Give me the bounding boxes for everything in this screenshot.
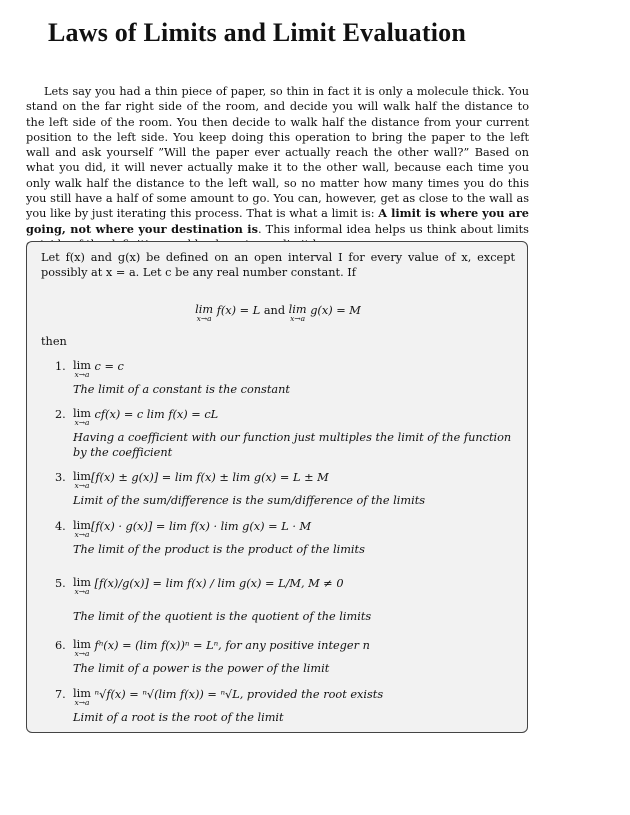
law-description: The limit of the quotient is the quotient of the limits xyxy=(73,610,372,623)
law-number: 3. xyxy=(55,471,66,484)
law-description: Limit of the sum/difference is the sum/difference of the limits xyxy=(73,494,426,507)
intro-text-after: . This informal idea helps us think about limits xyxy=(257,222,529,236)
law-description: The limit of the product is the product of the limits xyxy=(73,543,365,556)
law-formula: lim x→a ⁿ√f(x) = ⁿ√(lim f(x)) = ⁿ√L, provided the root exists xyxy=(73,687,384,707)
law-description: The limit of a constant is the constant xyxy=(73,383,290,396)
law-description: Limit of a root is the root of the limit xyxy=(73,711,284,724)
intro-bold-definition: A limit is where you are going, not where your destination is xyxy=(26,206,529,236)
lim-operator: lim x→a xyxy=(195,303,214,323)
intro-paragraph xyxy=(26,84,529,252)
intro-text-before: Lets say you had a thin piece of paper, so thin in fact it is only a molecule thick. You stand on the far right side of the room, and decide you will walk half the distance to the left side of the room. You then decide to walk half the distance from your current position to the left side. You keep doing this operation to bring the paper to the left wall and ask yourself ”Will the paper ever actually reach the other wall?” Based on what you did, it will never actually make it to the other wall, because each time you only walk half the distance to the left wall, so no matter how many times you do this you still have a half of some amount to go. You can, however, get as close to the wall as you like by just iterating this process. That is what a limit is: xyxy=(26,85,529,221)
law-formula: lim x→a [f(x) ± g(x)] = lim f(x) ± lim g(x) = L ± M xyxy=(73,470,329,490)
law-number: 2. xyxy=(55,408,66,421)
hypothesis-and: and xyxy=(263,304,286,317)
limit-laws-box xyxy=(26,241,528,733)
law-number: 5. xyxy=(55,577,66,590)
hypothesis-right: g(x) = M xyxy=(310,304,361,317)
then-label: then xyxy=(41,335,67,348)
lim-operator: lim x→a xyxy=(288,303,307,323)
hypothesis-left: f(x) = L xyxy=(216,304,261,317)
page-title: Laws of Limits and Limit Evaluation xyxy=(48,18,467,47)
law-description: The limit of a power is the power of the limit xyxy=(73,662,330,675)
law-formula: lim x→a [f(x) · g(x)] = lim f(x) · lim g(x) = L · M xyxy=(73,519,312,539)
law-number: 7. xyxy=(55,688,66,701)
law-description: Having a coefficient with our function just multiples the limit of the function by the coefficient xyxy=(73,431,512,459)
law-number: 4. xyxy=(55,520,66,533)
law-formula: lim x→a c = c xyxy=(73,359,124,379)
law-number: 1. xyxy=(55,360,66,373)
law-number: 6. xyxy=(55,639,66,652)
premise-text: Let f(x) and g(x) be defined on an open interval I for every value of x, except possibly at x = a. Let c be any real number constant. If xyxy=(41,251,515,279)
law-formula: lim x→a fⁿ(x) = (lim f(x))ⁿ = Lⁿ, for any positive integer n xyxy=(73,638,370,658)
law-formula: lim x→a cf(x) = c lim f(x) = cL xyxy=(73,407,219,427)
hypothesis-equation xyxy=(27,304,529,323)
law-formula: lim x→a [f(x)/g(x)] = lim f(x) / lim g(x) = L/M, M ≠ 0 xyxy=(73,576,344,596)
